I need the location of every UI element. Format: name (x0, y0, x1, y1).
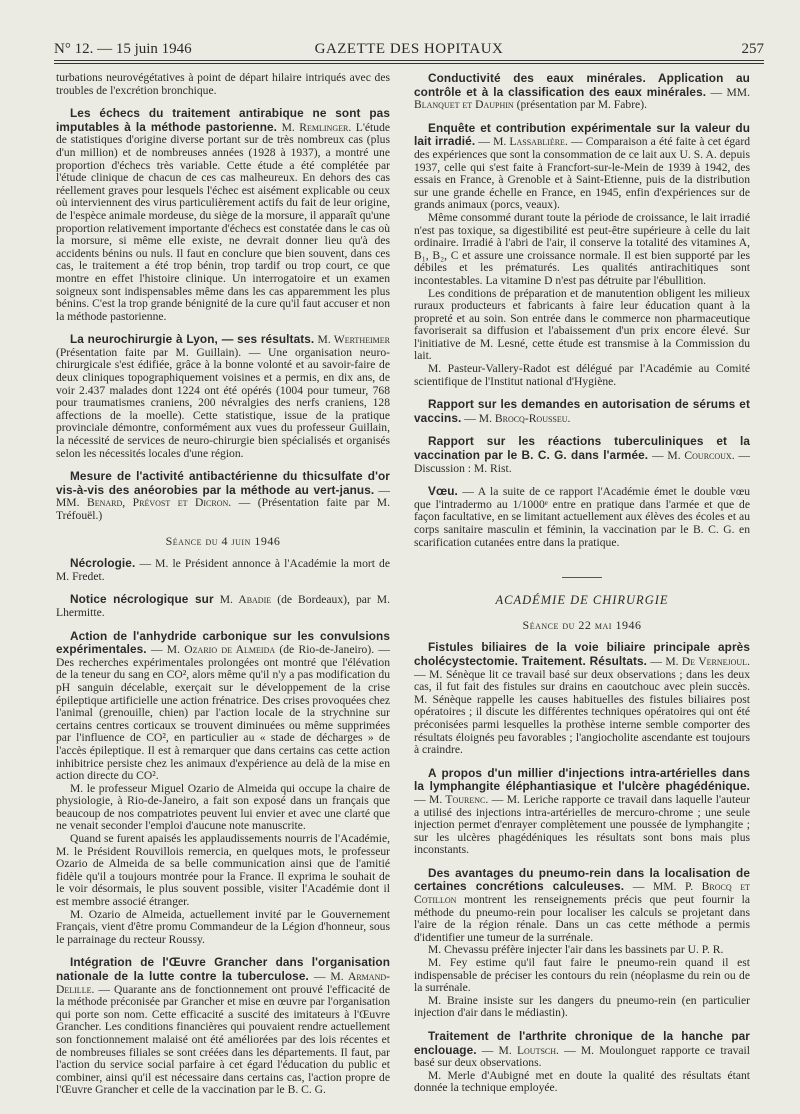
article-title: Vœu. (428, 484, 458, 499)
article-body: — M. Moulonguet rapporte ce travail basé sur deux observations. (414, 1043, 750, 1070)
paragraph: M. Ozario de Almeida, actuellement invité par le Gouvernement Français, vient d'être promu Commandeur de la Légion d'honneur, sous le parrainage du recteur Roussy. (56, 907, 390, 946)
article-body: L'étude de statistiques d'origine diverse portant sur de très nombreux cas (plus d'un million) et de nombreuses années (1928 à 1937), a montré une proportion d'échecs très variable. Cette étude a été complétée par l'étude clinique de chacun de ces cas malheureux. En dehors des cas réellement graves pour lesquels l'échec est aisément explicable ou ceux où interviennent des virus particulièrement actifs du fait de leur origine, de l'espèce animale mordeuse, du siège de la morsure, il apparaît qu'une proportion relativement importante d'échecs est constatée dans le cas où la morsure, si même elle existe, ne devrait donner lieu qu'à des accidents bénins ou nuls. Il faut en conclure que bien souvent, dans ces cas, le traitement a été trop bénin, trop tardif ou trop court, ce que montre en effet l'histoire clinique. Un interrogatoire et un examen soigneux sont indispensables même dans les cas apparemment les plus bénins. C'est la trop grande bénignité de la cure qu'il faut accuser et non la méthode pastorienne. (56, 120, 391, 323)
article-entry (414, 435, 750, 475)
article-entry (56, 107, 390, 323)
article-author: — MM. Blanquet et Dauphin (414, 85, 750, 112)
article-body: — Discussion : M. Rist. (414, 449, 751, 475)
article-body: — M. Sénèque lit ce travail basé sur deux observations ; dans les deux cas, il fut fait des fistules sur drains en caoutchouc avec plein succès. M. Sénèque rappelle les causes habituelles des fistules biliaires post opératoires ; il discute les différentes techniques opératoires qui ont été préconisées parmi lesquelles la prothèse interne semble comporter des résultats éloignés peu favorables ; l'angiocholite ascendante est toujours à craindre. (414, 667, 750, 757)
article-title: Rapport sur les réactions tuberculiniques et la vaccination par le B. C. G. dans l'armée. (414, 434, 750, 463)
article-entry (414, 122, 750, 212)
article-author: — M. Loutsch. (481, 1043, 559, 1057)
paragraph: M. Merle d'Aubigné met en doute la qualité des résultats étant donnée la technique employée. (414, 1068, 750, 1095)
article-entry (56, 630, 390, 783)
header-rule-thick (54, 60, 764, 61)
article-title: Rapport sur les demandes en autorisation de sérums et vaccins. (414, 397, 750, 425)
article-entry (414, 867, 750, 945)
article-body: — Quarante ans de fonctionnement ont prouvé l'efficacité de la méthode préconisée par Grancher et mise en œuvre par l'organisation qui porte son nom. Cette efficacité a suscité des imitateurs à l'Œuvre Grancher. Les conditions financières qui pouvaient rendre actuellement son fonctionnement malaisé ont été améliorées par des lois récentes et de nombreuses filiales se sont créées dans les départements. Il faut, par l'action du service social parfaire à cet égard l'éducation du public et combiner, ainsi qu'il est nécessaire dans certains cas, l'action propre de l'Œuvre Grancher et celle de la vaccination par le B. C. G. (56, 982, 390, 1097)
paragraph: M. Fey estime qu'il faut faire le pneumo-rein quand il est indispensable de préciser les contours du rein (néoplasme du rein ou de la surrénale. (414, 956, 750, 995)
article-title: Enquête et contribution expérimentale sur la valeur du lait irradié. (414, 120, 750, 149)
article-author: — M. Tourenc. (414, 792, 489, 806)
issue-number: N° 12. — 15 juin 1946 (54, 41, 192, 57)
article-author: M. Wertheimer (317, 333, 390, 347)
paragraph: M. le professeur Miguel Ozario de Almeida qui occupe la chaire de physiologie, à Rio-de-Janeiro, a fait son exposé dans un français que beaucoup de nos compatriotes peuvent lui envier et avec une clarté que ne venait seconder l'emploi d'aucune note manuscrite. (56, 781, 390, 833)
article-body: (Présentation faite par M. Guillain). — Une organisation neuro-chirurgicale s'est édifiée, grâce à la bonne volonté et au savoir-faire de deux cliniques topographiquement voisines et a permis, en dix ans, de voir 2.437 malades dont 1224 ont été opérés (1004 pour tumeur, 768 pour traumatismes craniens, 200 névralgies des nerfs craniens, 128 affections de la moelle). Cette statistique, issue de la pratique provinciale démontre, conformément aux vues du professeur Guillain, la nécessité de services de neuro-chirurgie bien spécialisés et organisés selon les nécessités locales d'une région. (56, 345, 390, 460)
article-body: — Comparaison a été faite à cet égard des expériences que sont la consommation de ce lait aux U. S. A. depuis 1937, celle qui s'est faite à Francfort-sur-le-Mein de 1939 à 1942, des essais en France, à Grenoble et à Saint-Etienne, puis de la distribution sur une grande échelle en France, en 1945, enfin d'expériences sur de grands animaux (porcs, veaux). (414, 135, 750, 212)
article-author: — M. De Vernejoul. (650, 654, 750, 668)
section-divider (562, 577, 602, 578)
academy-heading: ACADÉMIE DE CHIRURGIE (495, 593, 669, 608)
left-column (56, 72, 390, 1097)
article-body: (de Rio-de-Janeiro). — Des recherches expérimentales prolongées ont montré que l'élévation de la teneur du sang en CO², alors même qu'il n'y a pas modification du pH sanguin décelable, exerçait sur le développement de la crise épileptique artificielle une action frénatrice. Des crises provoquées chez l'animal (grenouille, chien) par l'action locale de la strychnine sur certains centres corticaux se trouvent diminuées ou même supprimées par l'influence de CO², en particulier au « stade de décharges » de l'accès épileptique. Il est à remarquer que dans certains cas cette action inhibitrice persiste chez les animaux d'expérience au delà de la mise en action directe du CO². (56, 643, 390, 783)
article-entry (56, 593, 390, 619)
article-body: — M. Leriche rapporte ce travail dans laquelle l'auteur a utilisé des injections intra-artérielles de mercuro-chrome ; une seule injection permet d'enrayer complètement une poussée de lymphangite ; sur les ulcères phagédéniques les résultats sont bons mais plus inconstants. (414, 792, 750, 857)
article-title: Action de l'anhydride carbonique sur les convulsions expérimentales. (56, 628, 390, 657)
article-title: A propos d'un millier d'injections intra-artérielles dans la lymphangite éléphantiasique et l'ulcère phagédénique. (414, 765, 750, 794)
article-entry (414, 1030, 750, 1070)
article-author: — M. Ozario de Almeida (150, 643, 276, 657)
article-entry (414, 767, 750, 857)
article-author: M. Remlinger. (281, 120, 352, 134)
article-entry (414, 72, 750, 112)
article-title: Conductivité des eaux minérales. Application au contrôle et à la classification des eaux minérales. (414, 71, 750, 99)
article-body: (de Bordeaux), par M. Lhermitte. (56, 593, 391, 619)
article-title: Intégration de l'Œuvre Grancher dans l'organisation nationale de la lutte contre la tuberculose. (56, 955, 390, 983)
article-body: montrent les renseignements précis que peut fournir la méthode du pneumo-rein pour localiser les calculs se projetant dans l'aire de la région rénale. Dans un cas cette méthode a permis d'identifier une tumeur de la surrénale. (414, 893, 750, 944)
article-body: — A la suite de ce rapport l'Académie émet le double vœu que l'intradermo au 1/1000ᵉ entre en pratique dans l'armée et que de façon facultative, en se limitant actuellement aux élèves des écoles et au corps sanitaire masculin et féminin, la vaccination par le B. C. G. en scarification cutanées entre dans la pratique. (414, 485, 750, 549)
paragraph: Même consommé durant toute la période de croissance, le lait irradié n'est pas toxique, sa digestibilité est peut-être supérieure à celle du lait ordinaire. Irradié à l'abri de l'air, il conserve la totalité des vitamines A, B₁, B₂, C et assure une croissance normale. Il est bien supporté par les débiles et les prématurés. Les qualités antirachitiques sont incontestables. La vitamine D n'est pas détruite par l'ébullition. (414, 210, 750, 287)
session-date: Séance du 22 mai 1946 (522, 617, 642, 632)
article-entry (414, 398, 750, 425)
journal-title: GAZETTE DES HOPITAUX (314, 41, 504, 57)
article-entry (56, 333, 390, 460)
page-number: 257 (741, 41, 764, 57)
article-title: Mesure de l'activité antibactérienne du thicsulfate d'or vis-à-vis des anéorobies par la méthode au vert-janus. (56, 469, 390, 497)
article-author: — MM. P. Brocq et Cotillon (414, 880, 750, 907)
article-author: — MM. Benard, Prévost et Dicron. (56, 483, 390, 510)
page-header (54, 38, 764, 60)
article-title: Des avantages du pneumo-rein dans la localisation de certaines concrétions calculeuses. (414, 865, 750, 894)
article-title: Nécrologie. (70, 556, 136, 571)
article-title: Les échecs du traitement antirabique ne sont pas imputables à la méthode pastorienne. (56, 106, 390, 134)
article-author: — M. Lassablière. (478, 135, 568, 149)
article-author: — M. Courcoux. (652, 449, 735, 463)
paragraph: M. Braine insiste sur les dangers du pneumo-rein (en particulier injection d'air dans le médiastin). (414, 993, 750, 1020)
article-title: Fistules biliaires de la voie biliaire principale après cholécystectomie. Traitement. Résultats. (414, 640, 750, 668)
article-title: Notice nécrologique sur (70, 592, 214, 607)
article-entry (56, 956, 390, 1097)
article-title: La neurochirurgie à Lyon, — ses résultats. (70, 332, 315, 347)
paragraph: Les conditions de préparation et de manutention obligent les milieux ruraux producteurs et fabricants à faire leur éducation quant à la propreté et au soin. Son entrée dans le commerce non pharmaceutique favoriserait sa diffusion et l'abaissement d'un prix encore élevé. Sur l'initiative de M. Lesné, cette étude est transmise à la Commission du lait. (414, 286, 750, 363)
paragraph: Quand se furent apaisés les applaudissements nourris de l'Académie, M. le Président Rouvillois remercia, en quelques mots, le professeur Ozario de Almeida de sa belle communication ainsi que de l'amitié fidèle qu'il a toujours montrée pour la France. Il exprima le souhait de le voir désormais, le plus souvent possible, visiter l'Académie dont il est membre associé étranger. (56, 832, 390, 909)
session-date: Séance du 4 juin 1946 (165, 533, 281, 548)
article-author: — M. Armand-Delille. (56, 970, 390, 996)
article-entry (56, 557, 390, 583)
article-author: — M. Brocq-Rousseu. (464, 411, 571, 425)
article-body: (présentation par M. Fabre). (516, 98, 647, 112)
paragraph: M. Chevassu préfère injecter l'air dans les bassinets par U. P. R. (428, 943, 724, 957)
article-entry (56, 470, 390, 522)
article-entry (414, 485, 750, 549)
paragraph: M. Pasteur-Vallery-Radot est délégué par l'Académie au Comité scientifique de l'Institut national d'Hygiène. (414, 362, 750, 388)
header-rule-thin (54, 63, 764, 64)
article-author: M. Abadie (219, 593, 272, 607)
article-body: — M. le Président annonce à l'Académie la mort de M. Fredet. (56, 557, 390, 583)
paragraph: turbations neurovégétatives à point de départ hilaire intriqués avec des troubles de l'excrétion bronchique. (56, 71, 390, 97)
article-body: — (Présentation faite par M. Tréfouël.) (56, 496, 391, 522)
right-column (414, 72, 750, 1095)
article-entry (414, 641, 750, 756)
article-title: Traitement de l'arthrite chronique de la hanche par enclouage. (414, 1029, 750, 1057)
